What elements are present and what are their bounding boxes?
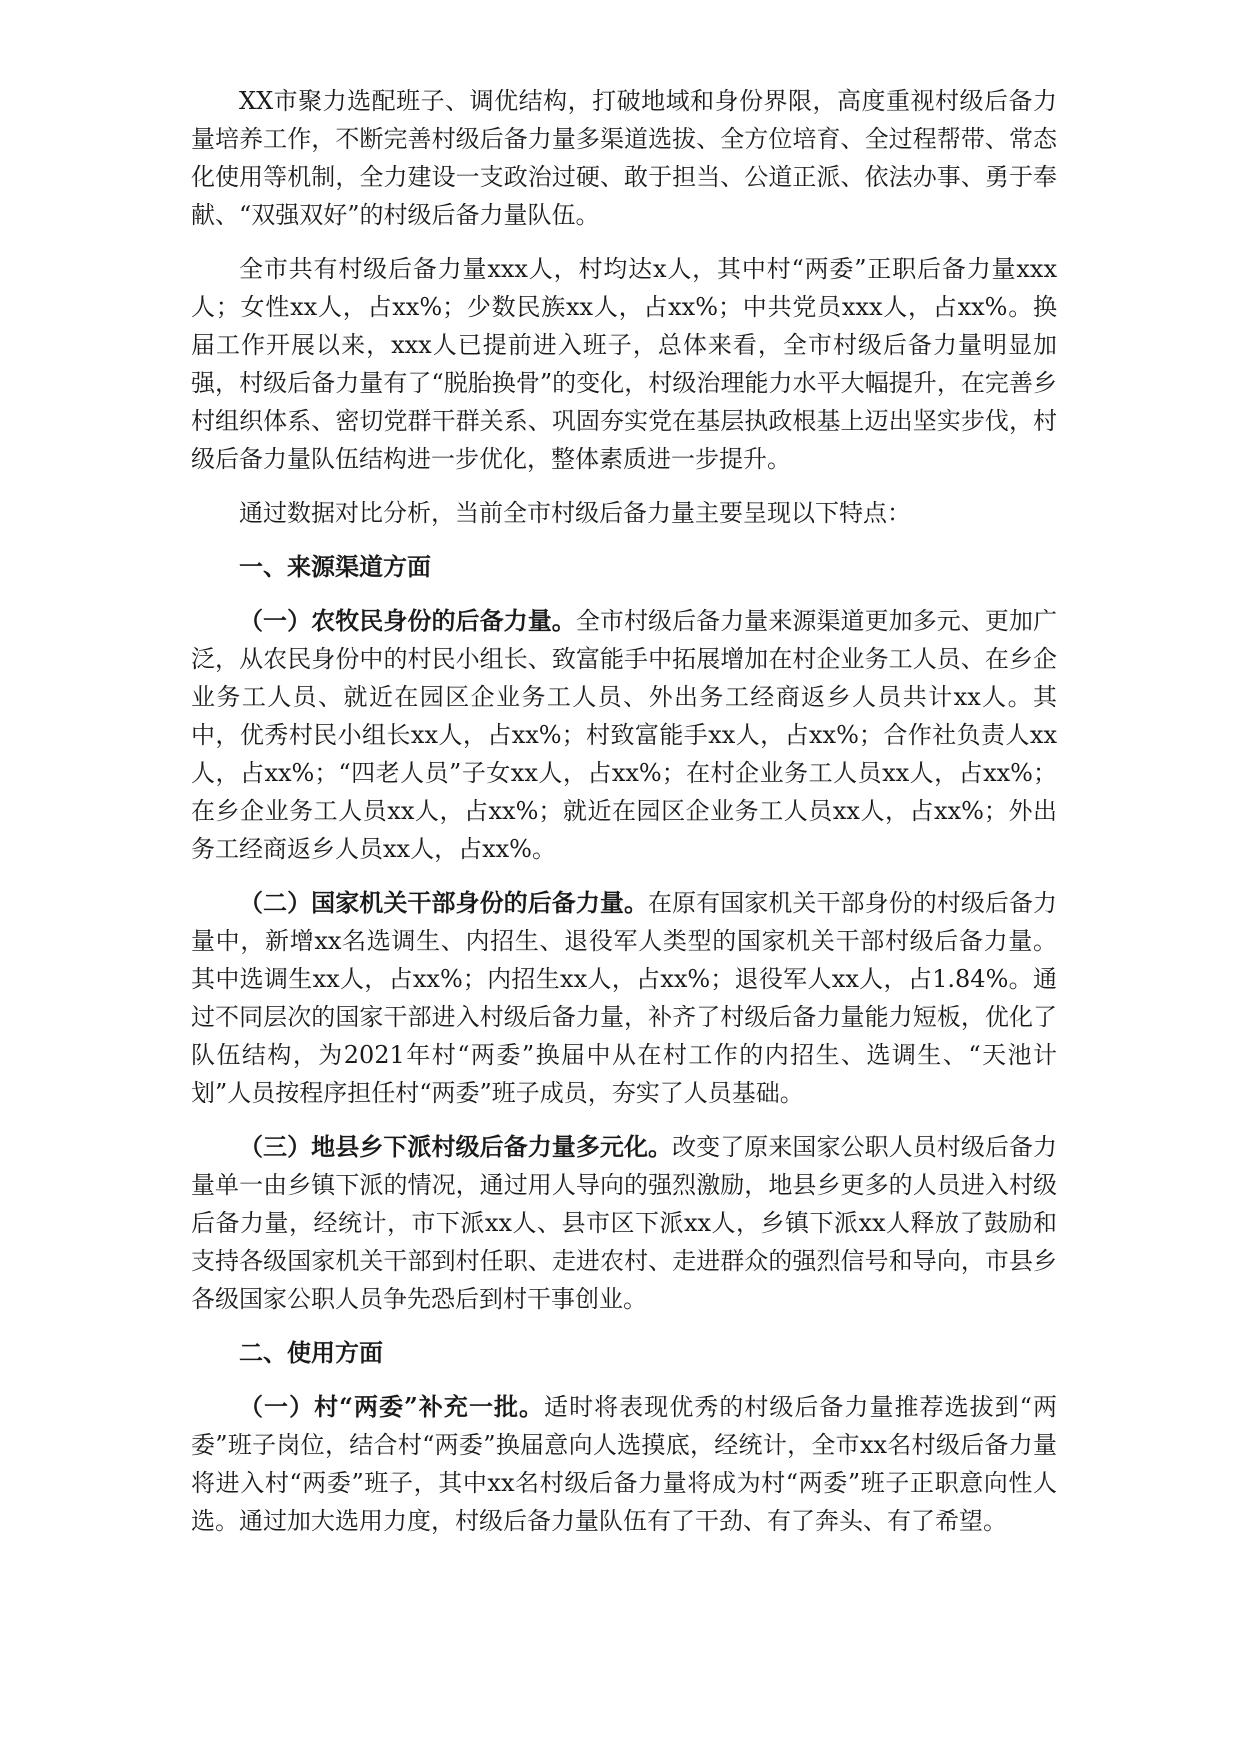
subsection-officials-paragraph (191, 884, 1057, 1112)
section-heading-sources: 一、来源渠道方面 (239, 552, 431, 581)
subsection-officials-title: （二）国家机关干部身份的后备力量。 (239, 888, 649, 917)
subsection-officials-text: 在原有国家机关干部身份的村级后备力量中，新增xx名选调生、内招生、退役军人类型的国家机关干部村级后备力量。其中选调生xx人，占xx%；内招生xx人，占xx%；退役军人xx人，占1.84%。通过不同层次的国家干部进入村级后备力量，补齐了村级后备力量能力短板，优化了队伍结构，为2021年村“两委”换届中从在村工作的内招生、选调生、“天池计划”人员按程序担任村“两委”班子成员，夯实了人员基础。 (191, 889, 1057, 1107)
section-heading-usage: 二、使用方面 (239, 1338, 383, 1367)
subsection-dispatched-paragraph (191, 1128, 1057, 1318)
subsection-committee-text: 适时将表现优秀的村级后备力量推荐选拔到“两委”班子岗位，结合村“两委”换届意向人选摸底，经统计，全市xx名村级后备力量将进入村“两委”班子，其中xx名村级后备力量将成为村“两委”班子正职意向性人选。通过加大选用力度，村级后备力量队伍有了干劲、有了奔头、有了希望。 (191, 1393, 1057, 1535)
subsection-committee-paragraph (191, 1388, 1057, 1540)
subsection-farmers-text: 全市村级后备力量来源渠道更加多元、更加广泛，从农民身份中的村民小组长、致富能手中拓展增加在村企业务工人员、在乡企业务工人员、就近在园区企业务工人员、外出务工经商返乡人员共计xx人。其中，优秀村民小组长xx人，占xx%；村致富能手xx人，占xx%；合作社负责人xx人，占xx%；“四老人员”子女xx人，占xx%；在村企业务工人员xx人，占xx%；在乡企业务工人员xx人，占xx%；就近在园区企业务工人员xx人，占xx%；外出务工经商返乡人员xx人，占xx%。 (191, 607, 1058, 863)
subsection-committee-title: （一）村“两委”补充一批。 (239, 1392, 545, 1421)
analysis-intro-paragraph: 通过数据对比分析，当前全市村级后备力量主要呈现以下特点： (239, 499, 911, 527)
subsection-dispatched-text: 改变了原来国家公职人员村级后备力量单一由乡镇下派的情况，通过用人导向的强烈激励，地县乡更多的人员进入村级后备力量，经统计，市下派xx人、县市区下派xx人，乡镇下派xx人释放了鼓励和支持各级国家机关干部到村任职、走进农村、走进群众的强烈信号和导向，市县乡各级国家公职人员争先恐后到村干事创业。 (191, 1133, 1058, 1313)
summary-paragraph: 全市共有村级后备力量xxx人，村均达x人，其中村“两委”正职后备力量xxx人；女性xx人，占xx%；少数民族xx人，占xx%；中共党员xxx人，占xx%。换届工作开展以来，xxx人已提前进入班子，总体来看，全市村级后备力量明显加强，村级后备力量有了“脱胎换骨”的变化，村级治理能力水平大幅提升，在完善乡村组织体系、密切党群干群关系、巩固夯实党在基层执政根基上迈出坚实步伐，村级后备力量队伍结构进一步优化，整体素质进一步提升。 (191, 255, 1057, 473)
subsection-farmers-paragraph (191, 602, 1057, 868)
subsection-farmers-title: （一）农牧民身份的后备力量。 (239, 606, 576, 635)
subsection-dispatched-title: （三）地县乡下派村级后备力量多元化。 (239, 1132, 673, 1161)
intro-paragraph: XX市聚力选配班子、调优结构，打破地域和身份界限，高度重视村级后备力量培养工作，不断完善村级后备力量多渠道选拔、全方位培育、全过程帮带、常态化使用等机制，全力建设一支政治过硬、敢于担当、公道正派、依法办事、勇于奉献、“双强双好”的村级后备力量队伍。 (191, 87, 1057, 229)
document-body (191, 82, 1057, 1556)
